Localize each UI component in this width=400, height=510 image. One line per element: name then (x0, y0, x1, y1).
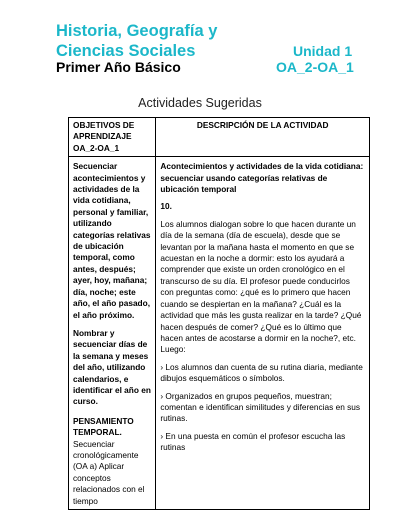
activity-title: Acontecimientos y actividades de la vida cotidiana: secuenciar usando categorías relativas de ubicación temporal (160, 161, 364, 195)
section-title: Actividades Sugeridas (138, 96, 262, 110)
activity-bullet: › En una puesta en común el profesor escucha las rutinas (160, 430, 346, 453)
activity-number: 10. (160, 201, 172, 212)
activity-paragraph: Los alumnos dialogan sobre lo que hacen durante un día de la semana (día de escuela), desde que se levantan por la mañana hasta el momento en que se acuestan en la noche a dormir: esto los ayudará a comprender que existe un orden cronológico en el transcurso de su día. El profesor puede conducirlos con preguntas como: ¿qué es lo primero que hacen cuando se despiertan en la mañana? ¿Cuál es la actividad que más les gusta realizar en la tarde? ¿Qué hacen después de comer? ¿Qué es lo último que hacen antes de acostarse a dormir en la noche?, etc. Luego: (160, 218, 362, 355)
activity-bullet: › Organizados en grupos pequeños, muestran; comentan e identifican similitudes y diferencias en sus rutinas. (160, 390, 361, 424)
objective-text: Secuenciar acontecimientos y actividades de la vida cotidiana, personal y familiar, utilizando categorías relativas de ubicación temporal, como antes, después; ayer, hoy, mañana; día, noche; este año, el año pasado, el año próximo. (73, 161, 151, 320)
table-header-row (69, 118, 370, 157)
oa-code-label: OA_2-OA_1 (276, 59, 354, 75)
activities-table (68, 117, 370, 510)
subject-title: Historia, Geografía y Ciencias Sociales (56, 22, 218, 60)
skill-title: PENSAMIENTO TEMPORAL. (73, 415, 134, 438)
skill-description: Secuenciar cronológicamente (OA a) Aplicar conceptos relacionados con el tiempo (73, 438, 145, 506)
table-row (69, 157, 370, 510)
description-column-header: DESCRIPCIÓN DE LA ACTIVIDAD (156, 118, 370, 157)
grade-label: Primer Año Básico (56, 59, 181, 75)
activity-bullet: › Los alumnos dan cuenta de su rutina diaria, mediante dibujos esquemáticos o símbolos. (160, 361, 363, 384)
objectives-column-header: OBJETIVOS DE APRENDIZAJE OA_2-OA_1 (69, 118, 156, 157)
objective-text: Nombrar y secuenciar días de la semana y meses del año, utilizando calendarios, e identificar el año en curso. (73, 327, 151, 407)
unit-label: Unidad 1 (293, 43, 353, 59)
objectives-cell (69, 157, 156, 510)
description-cell (156, 157, 370, 510)
